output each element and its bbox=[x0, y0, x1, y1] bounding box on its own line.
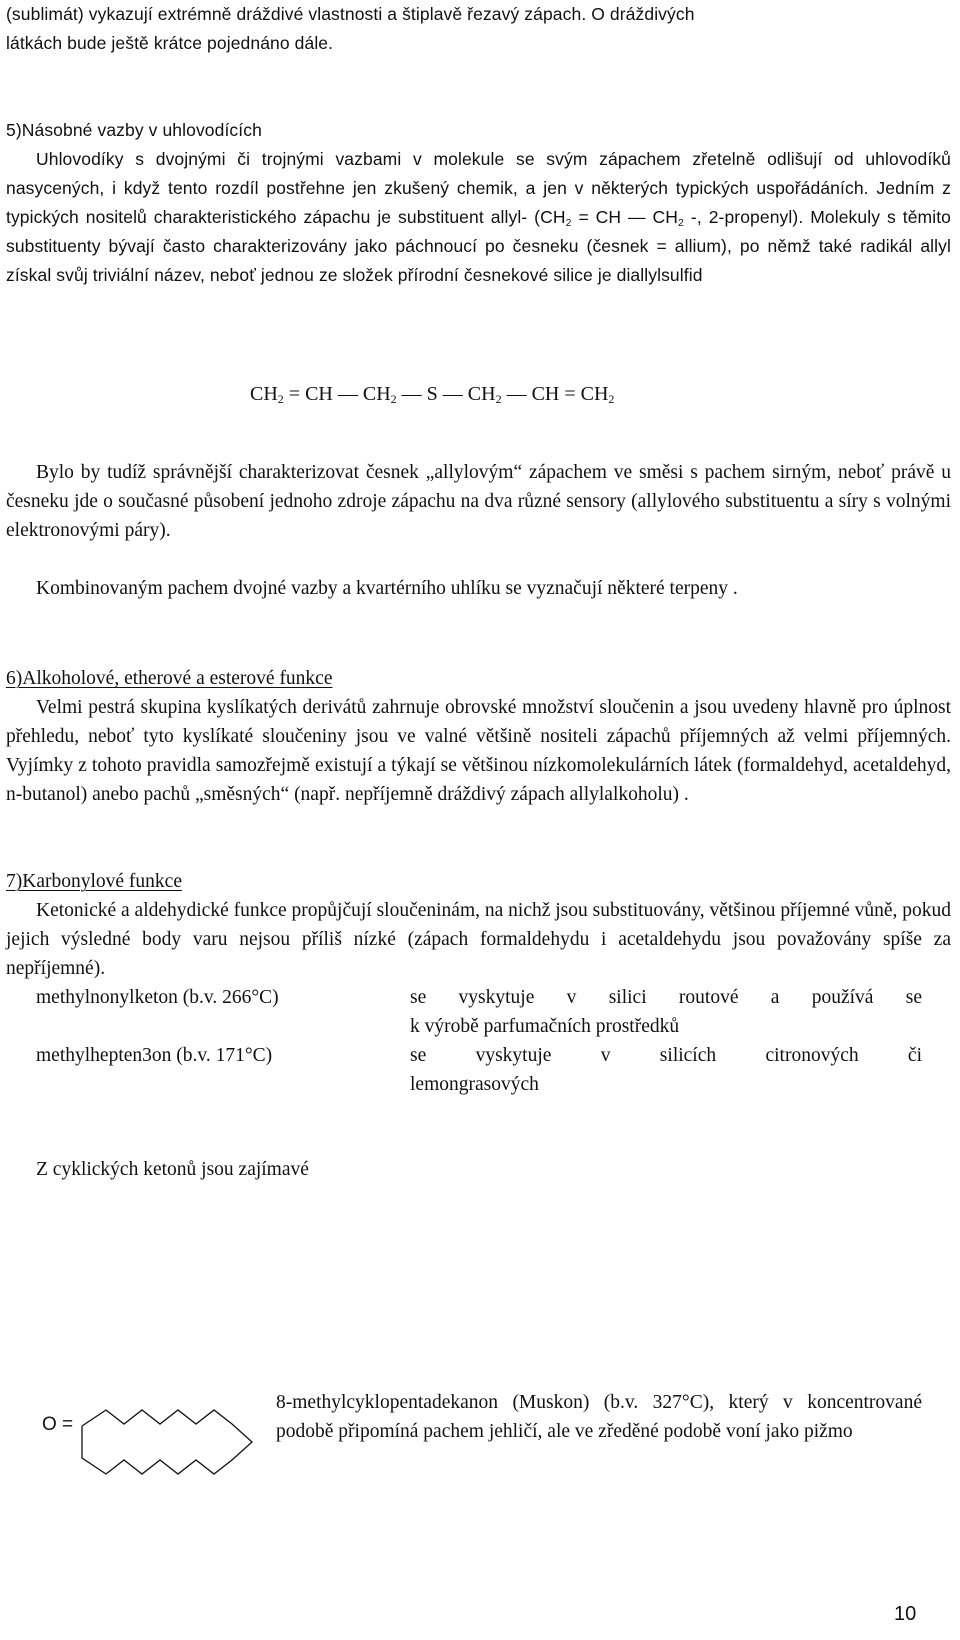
macrocycle-ring-icon bbox=[66, 1402, 266, 1482]
section-6-paragraph: Velmi pestrá skupina kyslíkatých derivátů zahrnuje obrovské množství sloučenin a jsou uvedeny hlavně pro úplnost přehledu, neboť tyto kyslíkaté sloučeniny jsou ve valné většině nositeli zápachů příjemných až velmi příjemných. Vyjímky z tohoto pravidla samozřejmě existují a týkají se většinou nízkomolekulárních látek (formaldehyd, acetaldehyd, n-butanol) anebo pachů „směsných“ (např. nepříjemně dráždivý zápach allylalkoholu) . bbox=[6, 697, 951, 805]
ketone-desc-2: se vyskytuje v silicích citronových či lemongrasových bbox=[410, 1045, 922, 1095]
ketone-name-1: methylnonylketon (b.v. 266°C) bbox=[36, 987, 279, 1008]
s5-p1-b: Jedním z typických nositelů charakteristického zápachu je substituent allyl- ($CH_2$ = CH — $CH_2$ -, 2-propenyl). bbox=[6, 178, 951, 229]
top-line-2: látkách bude ještě krátce pojednáno dále. bbox=[6, 33, 334, 53]
muscone-structure bbox=[42, 1402, 266, 1491]
page-number: 10 bbox=[894, 1603, 917, 1625]
ketone-desc-1: se vyskytuje v silici routové a používá se k výrobě parfumačních prostředků bbox=[410, 987, 922, 1037]
cyclic-ketones-intro: Z cyklických ketonů jsou zajímavé bbox=[36, 1159, 309, 1180]
document-page bbox=[6, 0, 951, 1640]
section-7-paragraph: Ketonické a aldehydické funkce propůjčují sloučeninám, na nichž jsou substituovány, většinou příjemné vůně, pokud jejich výsledné body varu nejsou příliš nízké (zápach formaldehydu i acetaldehydu jsou považovány spíše za nepříjemné). bbox=[6, 900, 952, 979]
diallylsulfide-formula: $CH_2$ = CH — $CH_2$ — S — $CH_2$ — CH = $CH_2$ bbox=[250, 383, 615, 406]
s5-p1-c: Molekuly s těmito substituenty bývají často charakterizovány jako páchnoucí po česneku (česnek = allium), po němž také radikál allyl získal svůj triviální název, neboť jednou ze složek přírodní česnekové silice je diallylsulfid bbox=[6, 207, 951, 285]
section-5-paragraph-2: Bylo by tudíž správnější charakterizovat česnek „allylovým“ zápachem ve směsi s pachem sirným, neboť právě u česneku jde o současné působení jednoho zdroje zápachu na dva různé sensory (allylového substituentu a síry s volnými elektronovými páry). bbox=[6, 462, 951, 541]
carbonyl-label: O = bbox=[42, 1414, 74, 1435]
section-5-paragraph-1 bbox=[6, 145, 951, 290]
top-paragraph bbox=[6, 0, 951, 58]
section-7-title: 7)Karbonylové funkce bbox=[6, 871, 182, 892]
top-line-1: (sublimát) vykazují extrémně dráždivé vlastnosti a štiplavě řezavý zápach. O dráždivých bbox=[6, 4, 695, 24]
s5-p1-a: Uhlovodíky s dvojnými či trojnými vazbami v molekule se svým zápachem zřetelně odlišují od uhlovodíků nasycených, i když tento rozdíl postřehne jen zkušený chemik, a jen v některých typických uspořádáních. bbox=[6, 149, 951, 198]
section-6-title: 6)Alkoholové, etherové a esterové funkce bbox=[6, 668, 333, 689]
section-5-title: 5)Násobné vazby v uhlovodících bbox=[6, 120, 262, 140]
muscone-description: 8-methylcyklopentadekanon (Muskon) (b.v. 327°C), který v koncentrované podobě připomíná pachem jehličí, ale ve zředěné podobě voní jako pižmo bbox=[276, 1392, 922, 1442]
section-5-paragraph-3: Kombinovaným pachem dvojné vazby a kvartérního uhlíku se vyznačují některé terpeny . bbox=[36, 578, 738, 599]
ketone-name-2: methylhepten3on (b.v. 171°C) bbox=[36, 1045, 273, 1066]
